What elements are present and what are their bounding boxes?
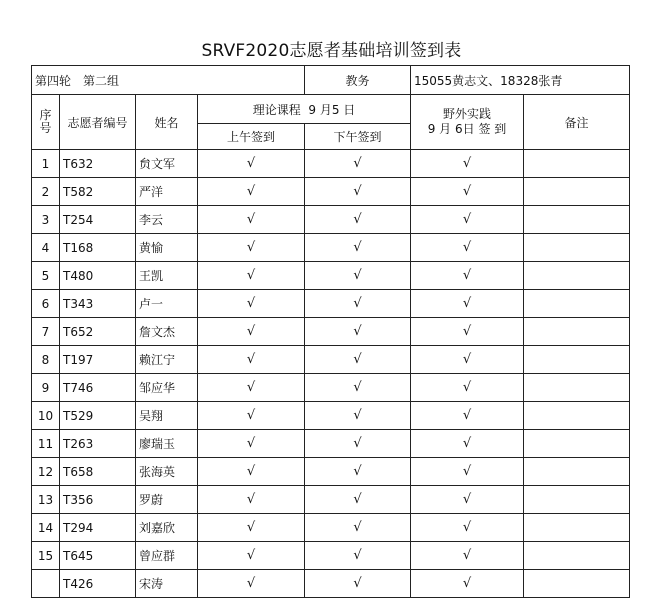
field-check: √ [411,178,524,206]
morning-check: √ [198,486,305,514]
field-practice-header: 野外实践 9 月 6日 签 到 [411,95,524,150]
round-group-cell: 第四轮 第二组 [32,66,305,95]
seq-cell: 15 [32,542,60,570]
morning-signin-header: 上午签到 [198,124,305,150]
morning-check: √ [198,150,305,178]
field-check: √ [411,346,524,374]
remarks-cell [524,234,630,262]
volunteer-id-cell: T645 [60,542,136,570]
afternoon-check: √ [305,178,411,206]
seq-cell: 13 [32,486,60,514]
table-row [32,150,630,178]
volunteer-id-cell: T632 [60,150,136,178]
name-cell: 罗蔚 [136,486,198,514]
name-cell: 贠文军 [136,150,198,178]
afternoon-check: √ [305,206,411,234]
name-cell: 吴翔 [136,402,198,430]
table-row [32,178,630,206]
volunteer-id-cell: T658 [60,458,136,486]
name-header: 姓名 [136,95,198,150]
name-cell: 詹文杰 [136,318,198,346]
afternoon-check: √ [305,150,411,178]
name-cell: 赖江宁 [136,346,198,374]
afternoon-signin-header: 下午签到 [305,124,411,150]
volunteer-id-cell: T652 [60,318,136,346]
afternoon-check: √ [305,234,411,262]
morning-check: √ [198,542,305,570]
table-row [32,234,630,262]
name-cell: 卢一 [136,290,198,318]
remarks-cell [524,178,630,206]
field-check: √ [411,318,524,346]
morning-check: √ [198,570,305,598]
name-cell: 邹应华 [136,374,198,402]
morning-check: √ [198,290,305,318]
remarks-cell [524,430,630,458]
morning-check: √ [198,178,305,206]
field-check: √ [411,570,524,598]
volunteer-id-cell: T356 [60,486,136,514]
field-check: √ [411,430,524,458]
seq-cell: 1 [32,150,60,178]
afternoon-check: √ [305,514,411,542]
morning-check: √ [198,318,305,346]
volunteer-id-cell: T426 [60,570,136,598]
afternoon-check: √ [305,318,411,346]
morning-check: √ [198,346,305,374]
seq-cell: 8 [32,346,60,374]
field-check: √ [411,262,524,290]
remarks-cell [524,318,630,346]
seq-cell: 6 [32,290,60,318]
remarks-header: 备注 [524,95,630,150]
field-check: √ [411,514,524,542]
morning-check: √ [198,234,305,262]
volunteer-id-header: 志愿者编号 [60,95,136,150]
name-cell: 严洋 [136,178,198,206]
name-cell: 曾应群 [136,542,198,570]
field-check: √ [411,150,524,178]
afternoon-check: √ [305,346,411,374]
afternoon-check: √ [305,486,411,514]
morning-check: √ [198,262,305,290]
table-row [32,570,630,598]
name-cell: 宋涛 [136,570,198,598]
remarks-cell [524,514,630,542]
volunteer-id-cell: T746 [60,374,136,402]
seq-cell: 7 [32,318,60,346]
remarks-cell [524,486,630,514]
field-check: √ [411,458,524,486]
remarks-cell [524,346,630,374]
signin-table [31,65,630,598]
morning-check: √ [198,514,305,542]
remarks-cell [524,458,630,486]
seq-cell: 12 [32,458,60,486]
name-cell: 廖瑞玉 [136,430,198,458]
table-row [32,206,630,234]
volunteer-id-cell: T294 [60,514,136,542]
table-row [32,542,630,570]
volunteer-id-cell: T254 [60,206,136,234]
afternoon-check: √ [305,430,411,458]
table-row [32,346,630,374]
seq-cell: 9 [32,374,60,402]
afternoon-check: √ [305,262,411,290]
table-row [32,290,630,318]
remarks-cell [524,402,630,430]
header-row-1 [32,95,630,124]
seq-cell: 5 [32,262,60,290]
name-cell: 张海英 [136,458,198,486]
afternoon-check: √ [305,290,411,318]
volunteer-id-cell: T168 [60,234,136,262]
affairs-label: 教务 [305,66,411,95]
remarks-cell [524,542,630,570]
seq-cell: 11 [32,430,60,458]
seq-cell: 2 [32,178,60,206]
volunteer-id-cell: T263 [60,430,136,458]
remarks-cell [524,150,630,178]
volunteer-id-cell: T343 [60,290,136,318]
morning-check: √ [198,374,305,402]
morning-check: √ [198,458,305,486]
table-row [32,374,630,402]
seq-header: 序 号 [32,95,60,150]
field-check: √ [411,486,524,514]
morning-check: √ [198,206,305,234]
table-row [32,430,630,458]
seq-cell [32,570,60,598]
table-row [32,514,630,542]
name-cell: 王凯 [136,262,198,290]
seq-cell: 10 [32,402,60,430]
remarks-cell [524,290,630,318]
afternoon-check: √ [305,402,411,430]
seq-cell: 3 [32,206,60,234]
morning-check: √ [198,430,305,458]
table-row [32,486,630,514]
field-check: √ [411,290,524,318]
affairs-contacts: 15055黄志文、18328张青 [411,66,630,95]
volunteer-id-cell: T582 [60,178,136,206]
volunteer-id-cell: T480 [60,262,136,290]
name-cell: 李云 [136,206,198,234]
afternoon-check: √ [305,570,411,598]
volunteer-id-cell: T529 [60,402,136,430]
info-row [32,66,630,95]
seq-cell: 4 [32,234,60,262]
remarks-cell [524,374,630,402]
volunteer-id-cell: T197 [60,346,136,374]
remarks-cell [524,570,630,598]
table-row [32,318,630,346]
name-cell: 黄愉 [136,234,198,262]
morning-check: √ [198,402,305,430]
afternoon-check: √ [305,458,411,486]
remarks-cell [524,206,630,234]
page-title: SRVF2020志愿者基础培训签到表 [201,41,462,61]
table-row [32,402,630,430]
theory-course-header: 理论课程 9 月5 日 [198,95,411,124]
field-check: √ [411,206,524,234]
afternoon-check: √ [305,374,411,402]
remarks-cell [524,262,630,290]
field-check: √ [411,402,524,430]
name-cell: 刘嘉欣 [136,514,198,542]
field-check: √ [411,234,524,262]
field-check: √ [411,542,524,570]
table-row [32,262,630,290]
table-row [32,458,630,486]
afternoon-check: √ [305,542,411,570]
field-check: √ [411,374,524,402]
seq-cell: 14 [32,514,60,542]
